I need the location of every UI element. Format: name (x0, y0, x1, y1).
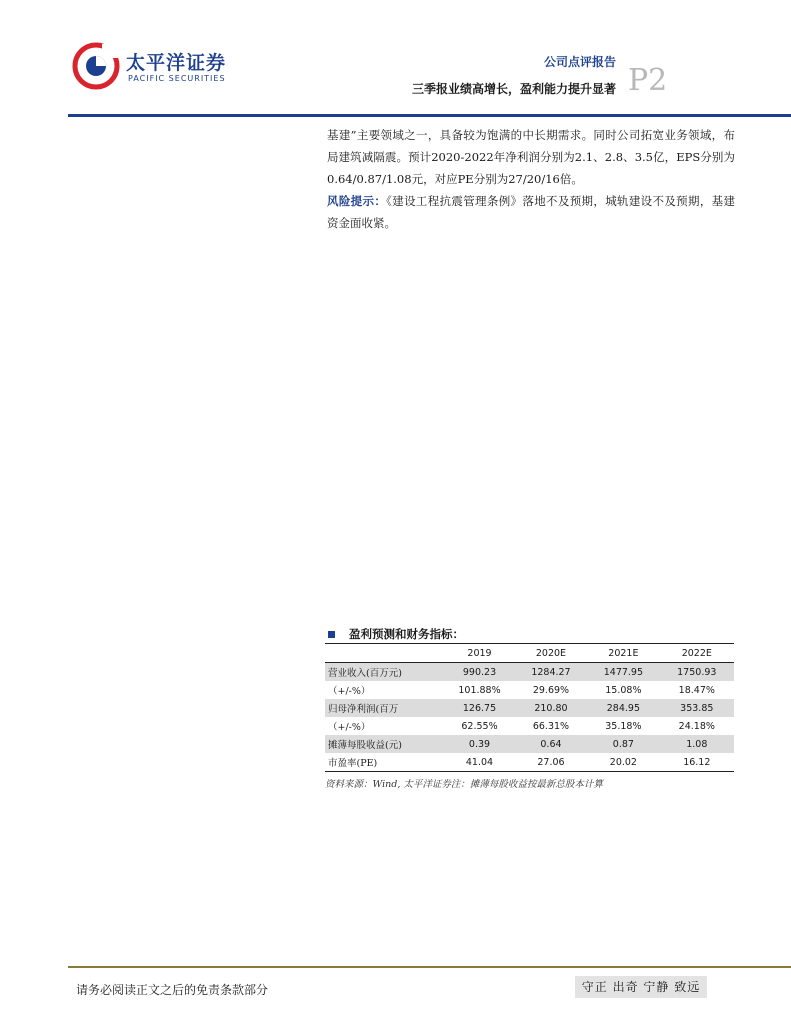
company-logo (72, 42, 232, 92)
source-note: 资料来源：Wind, 太平洋证券注：摊薄每股收益按最新总股本计算 (325, 779, 603, 790)
table-cell: 990.23 (444, 663, 515, 682)
table-cell: 284.95 (587, 699, 659, 717)
table-row (325, 753, 734, 772)
table-header-cell: 2021E (587, 644, 659, 663)
risk-label: 风险提示： (327, 194, 387, 208)
company-name-cn: 太平洋证券 (126, 52, 227, 74)
forecast-table-block (325, 626, 734, 790)
bullet-square-icon (328, 631, 335, 638)
table-cell: 20.02 (609, 756, 637, 768)
table-cell: 126.75 (444, 699, 515, 717)
table-cell: 1.08 (660, 735, 734, 753)
table-cell: 18.47% (678, 684, 715, 696)
table-heading (325, 626, 734, 642)
row-label: （+/-%） (328, 722, 371, 733)
table-header-cell: 2022E (660, 644, 734, 663)
body-paragraph: 基建”主要领域之一，具备较为饱满的中长期需求。同时公司拓宽业务领域，布局建筑减隔震。预计2020-2022年净利润分别为2.1、2.8、3.5亿，EPS分别为0.64/0.87/1.08元，对应PE分别为27/20/16倍。 (327, 128, 735, 186)
footer-disclaimer: 请务必阅读正文之后的免责条款部分 (76, 983, 269, 997)
table-cell: 62.55% (461, 720, 498, 732)
forecast-table (325, 643, 734, 772)
table-cell: 0.64 (515, 735, 587, 753)
table-cell: 0.39 (444, 735, 515, 753)
table-header-cell (325, 644, 444, 663)
row-label: 归母净利润(百万 (325, 699, 444, 717)
table-cell: 41.04 (465, 756, 494, 768)
table-cell: 24.18% (678, 720, 715, 732)
table-cell: 101.88% (458, 684, 501, 696)
table-cell: 0.87 (587, 735, 659, 753)
table-cell: 1477.95 (587, 663, 659, 682)
table-cell: 15.08% (605, 684, 642, 696)
pacific-securities-logo-icon (72, 42, 120, 90)
table-cell: 210.80 (515, 699, 587, 717)
table-cell: 35.18% (605, 720, 642, 732)
header-divider (68, 114, 791, 117)
table-cell: 1750.93 (660, 663, 734, 682)
table-header-row (325, 644, 734, 663)
table-cell: 353.85 (660, 699, 734, 717)
row-label: 市盈率(PE) (328, 758, 378, 769)
table-cell: 66.31% (532, 720, 570, 732)
table-cell: 1284.27 (515, 663, 587, 682)
report-title: 三季报业绩高增长，盈利能力提升显著 (411, 82, 616, 96)
table-row (325, 681, 734, 699)
company-name-en: PACIFIC SECURITIES (128, 74, 226, 83)
risk-text: 《建设工程抗震管理条例》落地不及预期，城轨建设不及预期，基建资金面收紧。 (327, 194, 735, 230)
table-cell: 16.12 (683, 756, 711, 768)
table-title: 盈利预测和财务指标： (349, 627, 464, 641)
footer-divider (68, 966, 791, 968)
table-cell: 27.06 (537, 756, 565, 768)
table-row (325, 717, 734, 735)
page-number: P2 (628, 63, 668, 98)
body-text (327, 124, 735, 234)
table-cell: 29.69% (532, 684, 570, 696)
row-label: 摊薄每股收益(元) (325, 735, 444, 753)
risk-paragraph (327, 190, 735, 234)
table-row (325, 663, 734, 682)
row-label: （+/-%） (328, 686, 371, 697)
footer-motto: 守正 出奇 宁静 致远 (575, 976, 707, 998)
table-row (325, 735, 734, 753)
table-row (325, 699, 734, 717)
report-type: 公司点评报告 (543, 55, 616, 69)
table-header-cell: 2019 (444, 644, 515, 663)
table-header-cell: 2020E (515, 644, 587, 663)
row-label: 营业收入(百万元) (325, 663, 444, 682)
